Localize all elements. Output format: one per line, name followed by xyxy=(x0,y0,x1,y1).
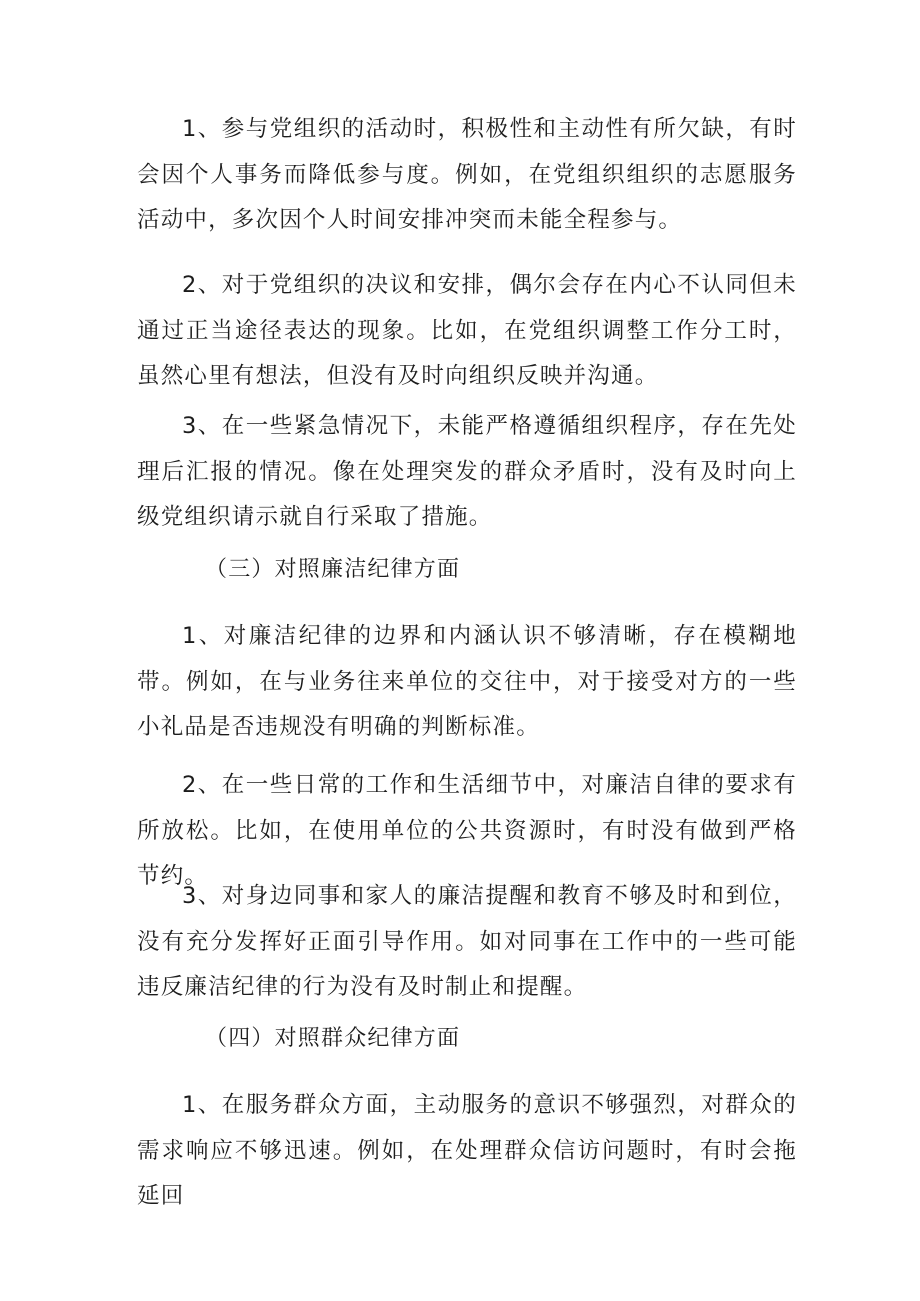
paragraph-organization-2: 2、对于党组织的决议和安排，偶尔会存在内心不认同但未通过正当途径表达的现象。比如，在党组织调整工作分工时，虽然心里有想法，但没有及时向组织反映并沟通。 xyxy=(137,272,797,389)
paragraph-integrity-1: 1、对廉洁纪律的边界和内涵认识不够清晰，存在模糊地带。例如，在与业务往来单位的交往中，对于接受对方的一些小礼品是否违规没有明确的判断标准。 xyxy=(137,623,797,740)
paragraph-organization-3: 3、在一些紧急情况下，未能严格遵循组织程序，存在先处理后汇报的情况。像在处理突发的群众矛盾时，没有及时向上级党组织请示就自行采取了措施。 xyxy=(137,413,797,530)
section-heading-integrity: （三）对照廉洁纪律方面 xyxy=(205,557,461,582)
section-heading-mass: （四）对照群众纪律方面 xyxy=(205,1026,461,1051)
paragraph-organization-1: 1、参与党组织的活动时，积极性和主动性有所欠缺，有时会因个人事务而降低参与度。例如，在党组织组织的志愿服务活动中，多次因个人时间安排冲突而未能全程参与。 xyxy=(137,116,797,233)
paragraph-mass-1: 1、在服务群众方面，主动服务的意识不够强烈，对群众的需求响应不够迅速。例如，在处理群众信访问题时，有时会拖延回 xyxy=(137,1092,797,1209)
paragraph-integrity-2: 2、在一些日常的工作和生活细节中，对廉洁自律的要求有所放松。比如，在使用单位的公共资源时，有时没有做到严格节约。 xyxy=(137,772,797,889)
paragraph-integrity-3: 3、对身边同事和家人的廉洁提醒和教育不够及时和到位，没有充分发挥好正面引导作用。如对同事在工作中的一些可能违反廉洁纪律的行为没有及时制止和提醒。 xyxy=(137,883,797,1000)
